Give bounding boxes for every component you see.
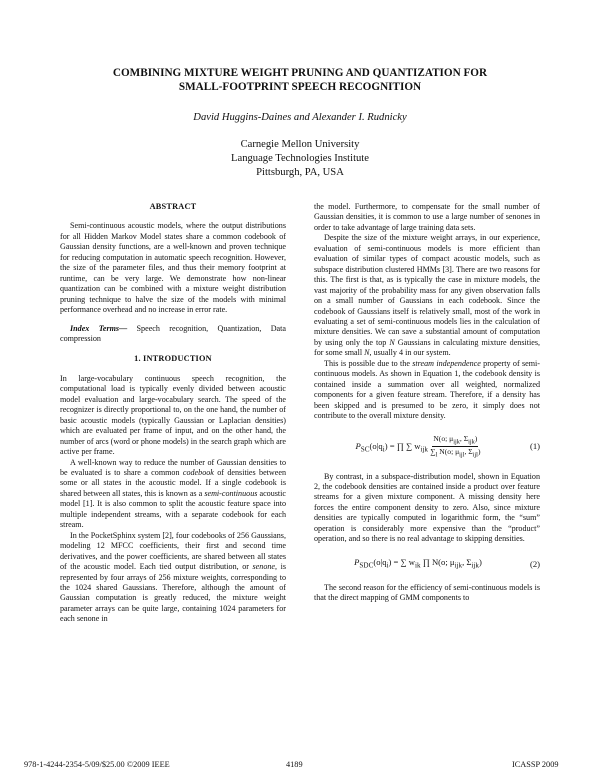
intro-paragraph-3: In the PocketSphinx system [2], four codebooks of 256 Gaussians, modeling 12 MFCC coefficients, their first and second time derivatives, and the power coefficients, are shared between all states of the acoustic model. Each tied output distribution, or senone, is represented by four arrays of 256 mixture weights, corresponding to the 1024 shared Gaussians. Therefore, although the amount of Gaussian computation is greatly reduced, the mixture weight parameter arrays can be quite large, containing 1024 parameters for each senone in: [60, 530, 286, 624]
equation-1-label: (1): [529, 441, 540, 452]
equation-1: $P_{SC}(o|q_i)$ = ∏ ∑ $w_{ijk}$ $\frac{N(o; \mu_{ijk}, \Sigma_{ijk})}{\sum_l N(o; \mu_{ijl}, \Sigma_{ijl})}$ (1): [355, 433, 540, 459]
index-terms: [60, 324, 286, 345]
right-paragraph-5: The second reason for the efficiency of semi-continuous models is that the direct mapping of GMM components to: [314, 582, 540, 603]
affiliation-location: Pittsburgh, PA, USA: [256, 167, 344, 178]
index-terms-text: Speech recognition, Quantization, Data compression: [60, 323, 286, 343]
abstract-text: Semi-continuous acoustic models, where the output distributions for all Hidden Markov Model states share a common codebook of Gaussian density functions, are a well-known and proven technique for reducing computation in automatic speech recognition. However, the size of the parameter files, and thus their memory footprint at runtime, can be very large. We demonstrate how non-linear quantization can be combined with a mixture weight distribution pruning technique to halve the size of the models with minimal performance overhead and no increase in error rate.: [60, 221, 286, 315]
intro-paragraph-1: In large-vocabulary continuous speech recognition, the computational load is typically evenly divided between acoustic model evaluation and large-vocabulary search. The speed of the recognizer is directly proportional to, on the one hand, the number of basic acoustic models (typically Gaussian or Laplacian densities) which are evaluated per frame of input, and on the other hand, the number of arcs (word or phone models) in the search graph which are active per frame.: [60, 373, 286, 457]
intro-paragraph-2: A well-known way to reduce the number of Gaussian densities to be evaluated is to share a common codebook of densities between some or all states in the acoustic model. If a single codebook is shared between all states, this is known as a semi-continuous acoustic model [1]. It is also common to split the acoustic feature space into multiple independent streams, with a separate codebook for each stream.: [60, 457, 287, 530]
equation-2: $P_{SDC}(o|q_i)$ = ∑ $w_{ik}$ ∏ N(o; $\mu_{ijk}$, $\Sigma_{ijk}$) (2): [354, 556, 540, 570]
introduction-heading: 1. INTRODUCTION: [134, 354, 212, 364]
right-paragraph-3: This is possible due to the stream independence property of semi-continuous models. As shown in Equation 1, the codebook density is contained inside a summation over all weighted, normalized components for a given feature stream. Therefore, if a density has been skipped and is presumed to be zero, it simply does not contribute to the overall mixture density.: [314, 358, 541, 421]
footer-page-number: 4189: [286, 760, 303, 769]
affiliation-university: Carnegie Mellon University: [240, 139, 360, 150]
left-column: [60, 202, 286, 625]
paper-title-line-1: COMBINING MIXTURE WEIGHT PRUNING AND QUANTIZATION FOR: [112, 67, 488, 79]
footer-copyright: 978-1-4244-2354-5/09/$25.00 ©2009 IEEE: [24, 760, 170, 769]
right-paragraph-2: Despite the size of the mixture weight arrays, in our experience, evaluation of semi-continuous models is more efficient than evaluation of similar types of compact acoustic models, such as subspace distribution clustered HMMs [3]. There are two reasons for this. The first is that, as is typically the case in mixture models, the vast majority of the probability mass for any given observation falls on a small number of Gaussians in each codebook. Since the codebook of Gaussians itself is relatively small, most of the work in evaluating a set of semi-continuous models lies in the calculation of mixture densities. We can save a substantial amount of computation by using only the top N Gaussians in calculating mixture densities, for some small N, usually 4 in our system.: [314, 233, 541, 358]
equation-2-label: (2): [529, 558, 540, 569]
index-terms-label: Index Terms—: [70, 323, 128, 333]
abstract-heading: ABSTRACT: [149, 202, 197, 211]
authors: David Huggins-Daines and Alexander I. Rudnicky: [193, 112, 407, 123]
footer-conference: ICASSP 2009: [512, 760, 559, 769]
right-paragraph-1: the model. Furthermore, to compensate for the small number of Gaussian densities, it is common to use a large number of senones in order to take advantage of large training data sets.: [314, 202, 540, 232]
affiliation-institute: Language Technologies Institute: [231, 153, 369, 164]
right-column: [314, 202, 540, 604]
right-paragraph-4: By contrast, in a subspace-distribution model, shown in Equation 2, the codebook densities are contained inside a product over feature streams for a given mixture component. A missing density here forces the entire component density to zero. Also, since mixture densities are typically computed in logarithmic form, the “sum” operation is considerably more expensive than the “product” operation, and so there is no real advantage to skipping densities.: [314, 471, 540, 544]
paper-title-line-2: SMALL-FOOTPRINT SPEECH RECOGNITION: [178, 81, 422, 93]
